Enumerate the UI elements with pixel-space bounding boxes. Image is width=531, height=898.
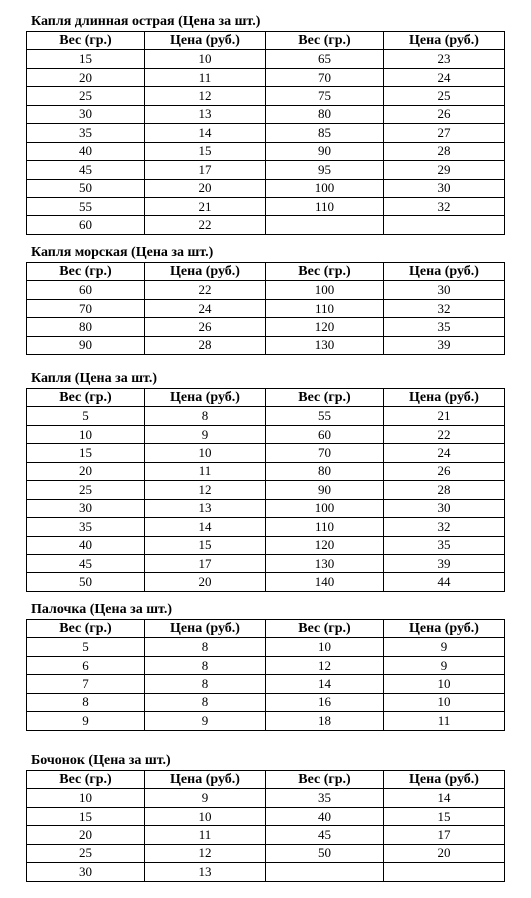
price-cell: 30 <box>384 499 505 517</box>
table-row <box>27 87 505 105</box>
price-cell: 22 <box>145 281 266 299</box>
price-cell: 23 <box>384 50 505 68</box>
weight-cell: 30 <box>27 863 145 881</box>
weight-cell: 15 <box>27 50 145 68</box>
price-cell: 15 <box>145 142 266 160</box>
weight-cell: 7 <box>27 675 145 693</box>
price-cell: 14 <box>145 124 266 142</box>
weight-cell: 10 <box>27 425 145 443</box>
header-price: Цена (руб.) <box>384 263 505 281</box>
price-cell: 9 <box>145 789 266 807</box>
table-row <box>27 142 505 160</box>
table-row <box>27 197 505 215</box>
price-cell: 9 <box>384 638 505 656</box>
price-cell: 26 <box>145 318 266 336</box>
weight-cell: 50 <box>266 844 384 862</box>
table-row <box>27 407 505 425</box>
price-cell <box>384 863 505 881</box>
table-row <box>27 68 505 86</box>
price-cell: 8 <box>145 675 266 693</box>
header-price: Цена (руб.) <box>384 389 505 407</box>
table-row <box>27 656 505 674</box>
weight-cell: 100 <box>266 179 384 197</box>
weight-cell: 40 <box>27 536 145 554</box>
weight-cell: 50 <box>27 573 145 591</box>
weight-cell: 9 <box>27 712 145 730</box>
table-row <box>27 281 505 299</box>
price-cell <box>384 216 505 234</box>
header-price: Цена (руб.) <box>384 620 505 638</box>
weight-cell: 15 <box>27 807 145 825</box>
header-price: Цена (руб.) <box>145 32 266 50</box>
header-weight: Вес (гр.) <box>27 771 145 789</box>
table-row <box>27 675 505 693</box>
header-weight: Вес (гр.) <box>266 771 384 789</box>
section-title: Капля длинная острая (Цена за шт.) <box>31 14 261 29</box>
weight-cell: 45 <box>266 826 384 844</box>
price-cell: 32 <box>384 518 505 536</box>
price-cell: 8 <box>145 407 266 425</box>
price-cell: 32 <box>384 197 505 215</box>
weight-cell: 100 <box>266 499 384 517</box>
weight-cell: 110 <box>266 299 384 317</box>
price-cell: 8 <box>145 693 266 711</box>
weight-cell: 25 <box>27 481 145 499</box>
price-cell: 32 <box>384 299 505 317</box>
price-cell: 12 <box>145 481 266 499</box>
price-cell: 29 <box>384 161 505 179</box>
weight-cell: 130 <box>266 336 384 354</box>
price-cell: 27 <box>384 124 505 142</box>
weight-cell: 70 <box>266 68 384 86</box>
table-row <box>27 481 505 499</box>
table-row <box>27 444 505 462</box>
header-weight: Вес (гр.) <box>27 389 145 407</box>
price-cell: 11 <box>145 462 266 480</box>
table-header-row <box>27 620 505 638</box>
weight-cell: 16 <box>266 693 384 711</box>
section-title: Капля (Цена за шт.) <box>31 371 158 386</box>
weight-cell: 10 <box>27 789 145 807</box>
weight-cell: 55 <box>266 407 384 425</box>
price-cell: 15 <box>145 536 266 554</box>
table-header-row <box>27 771 505 789</box>
price-cell: 28 <box>384 142 505 160</box>
weight-cell: 20 <box>27 68 145 86</box>
price-cell: 10 <box>384 675 505 693</box>
weight-cell: 85 <box>266 124 384 142</box>
weight-cell: 90 <box>266 481 384 499</box>
weight-cell: 20 <box>27 826 145 844</box>
header-price: Цена (руб.) <box>145 389 266 407</box>
weight-cell: 8 <box>27 693 145 711</box>
table-row <box>27 179 505 197</box>
weight-cell: 65 <box>266 50 384 68</box>
weight-cell: 80 <box>266 462 384 480</box>
price-cell: 20 <box>145 573 266 591</box>
table-row <box>27 638 505 656</box>
price-cell: 10 <box>145 50 266 68</box>
price-table <box>26 619 505 731</box>
weight-cell: 15 <box>27 444 145 462</box>
price-cell: 30 <box>384 281 505 299</box>
weight-cell: 95 <box>266 161 384 179</box>
table-row <box>27 161 505 179</box>
table-row <box>27 105 505 123</box>
price-cell: 44 <box>384 573 505 591</box>
price-cell: 28 <box>384 481 505 499</box>
table-row <box>27 299 505 317</box>
price-cell: 28 <box>145 336 266 354</box>
price-cell: 25 <box>384 87 505 105</box>
price-cell: 8 <box>145 638 266 656</box>
header-weight: Вес (гр.) <box>266 620 384 638</box>
weight-cell: 40 <box>27 142 145 160</box>
price-cell: 10 <box>145 807 266 825</box>
header-price: Цена (руб.) <box>145 620 266 638</box>
table-row <box>27 693 505 711</box>
price-cell: 22 <box>384 425 505 443</box>
table-row <box>27 50 505 68</box>
weight-cell: 20 <box>27 462 145 480</box>
header-weight: Вес (гр.) <box>27 263 145 281</box>
price-cell: 21 <box>145 197 266 215</box>
weight-cell: 130 <box>266 554 384 572</box>
weight-cell: 30 <box>27 499 145 517</box>
price-cell: 12 <box>145 844 266 862</box>
table-row <box>27 712 505 730</box>
price-cell: 39 <box>384 554 505 572</box>
weight-cell: 100 <box>266 281 384 299</box>
weight-cell: 70 <box>27 299 145 317</box>
price-cell: 22 <box>145 216 266 234</box>
table-row <box>27 499 505 517</box>
weight-cell: 70 <box>266 444 384 462</box>
table-row <box>27 216 505 234</box>
price-cell: 24 <box>384 444 505 462</box>
weight-cell: 45 <box>27 161 145 179</box>
price-cell: 26 <box>384 105 505 123</box>
price-cell: 13 <box>145 499 266 517</box>
section-title: Палочка (Цена за шт.) <box>31 602 173 617</box>
weight-cell: 60 <box>27 216 145 234</box>
weight-cell: 35 <box>266 789 384 807</box>
weight-cell: 60 <box>266 425 384 443</box>
weight-cell: 140 <box>266 573 384 591</box>
price-cell: 8 <box>145 656 266 674</box>
weight-cell: 10 <box>266 638 384 656</box>
section-title: Капля морская (Цена за шт.) <box>31 245 214 260</box>
weight-cell: 50 <box>27 179 145 197</box>
weight-cell: 35 <box>27 518 145 536</box>
table-header-row <box>27 389 505 407</box>
price-table <box>26 31 505 235</box>
price-cell: 17 <box>145 554 266 572</box>
header-price: Цена (руб.) <box>145 263 266 281</box>
header-weight: Вес (гр.) <box>266 263 384 281</box>
price-cell: 10 <box>145 444 266 462</box>
price-cell: 12 <box>145 87 266 105</box>
price-cell: 24 <box>384 68 505 86</box>
weight-cell <box>266 216 384 234</box>
price-cell: 35 <box>384 318 505 336</box>
weight-cell: 55 <box>27 197 145 215</box>
price-cell: 21 <box>384 407 505 425</box>
table-row <box>27 789 505 807</box>
price-cell: 11 <box>384 712 505 730</box>
price-cell: 20 <box>384 844 505 862</box>
table-row <box>27 826 505 844</box>
weight-cell: 40 <box>266 807 384 825</box>
price-cell: 11 <box>145 826 266 844</box>
weight-cell: 90 <box>266 142 384 160</box>
price-table <box>26 262 505 355</box>
header-price: Цена (руб.) <box>384 771 505 789</box>
table-row <box>27 844 505 862</box>
price-cell: 17 <box>384 826 505 844</box>
price-cell: 11 <box>145 68 266 86</box>
header-price: Цена (руб.) <box>145 771 266 789</box>
price-cell: 30 <box>384 179 505 197</box>
weight-cell: 120 <box>266 536 384 554</box>
weight-cell: 80 <box>27 318 145 336</box>
table-row <box>27 518 505 536</box>
price-cell: 20 <box>145 179 266 197</box>
table-row <box>27 573 505 591</box>
price-cell: 24 <box>145 299 266 317</box>
table-row <box>27 863 505 881</box>
price-cell: 13 <box>145 863 266 881</box>
header-weight: Вес (гр.) <box>266 389 384 407</box>
table-row <box>27 807 505 825</box>
price-cell: 9 <box>384 656 505 674</box>
price-cell: 10 <box>384 693 505 711</box>
table-row <box>27 536 505 554</box>
weight-cell: 110 <box>266 518 384 536</box>
weight-cell: 12 <box>266 656 384 674</box>
table-row <box>27 124 505 142</box>
price-cell: 9 <box>145 425 266 443</box>
weight-cell: 25 <box>27 87 145 105</box>
header-weight: Вес (гр.) <box>27 32 145 50</box>
price-cell: 15 <box>384 807 505 825</box>
weight-cell: 35 <box>27 124 145 142</box>
price-cell: 14 <box>384 789 505 807</box>
table-row <box>27 336 505 354</box>
header-weight: Вес (гр.) <box>266 32 384 50</box>
table-row <box>27 318 505 336</box>
price-cell: 13 <box>145 105 266 123</box>
weight-cell: 80 <box>266 105 384 123</box>
price-cell: 17 <box>145 161 266 179</box>
weight-cell: 5 <box>27 638 145 656</box>
weight-cell: 90 <box>27 336 145 354</box>
header-price: Цена (руб.) <box>384 32 505 50</box>
price-table <box>26 388 505 592</box>
weight-cell: 6 <box>27 656 145 674</box>
weight-cell: 18 <box>266 712 384 730</box>
price-cell: 35 <box>384 536 505 554</box>
weight-cell: 75 <box>266 87 384 105</box>
weight-cell: 5 <box>27 407 145 425</box>
price-table <box>26 770 505 882</box>
price-cell: 14 <box>145 518 266 536</box>
table-row <box>27 554 505 572</box>
table-header-row <box>27 263 505 281</box>
header-weight: Вес (гр.) <box>27 620 145 638</box>
section-title: Бочонок (Цена за шт.) <box>31 753 171 768</box>
price-cell: 39 <box>384 336 505 354</box>
weight-cell: 60 <box>27 281 145 299</box>
price-cell: 26 <box>384 462 505 480</box>
weight-cell: 14 <box>266 675 384 693</box>
weight-cell: 25 <box>27 844 145 862</box>
weight-cell: 45 <box>27 554 145 572</box>
table-row <box>27 462 505 480</box>
weight-cell <box>266 863 384 881</box>
price-cell: 9 <box>145 712 266 730</box>
weight-cell: 110 <box>266 197 384 215</box>
table-header-row <box>27 32 505 50</box>
table-row <box>27 425 505 443</box>
weight-cell: 30 <box>27 105 145 123</box>
weight-cell: 120 <box>266 318 384 336</box>
